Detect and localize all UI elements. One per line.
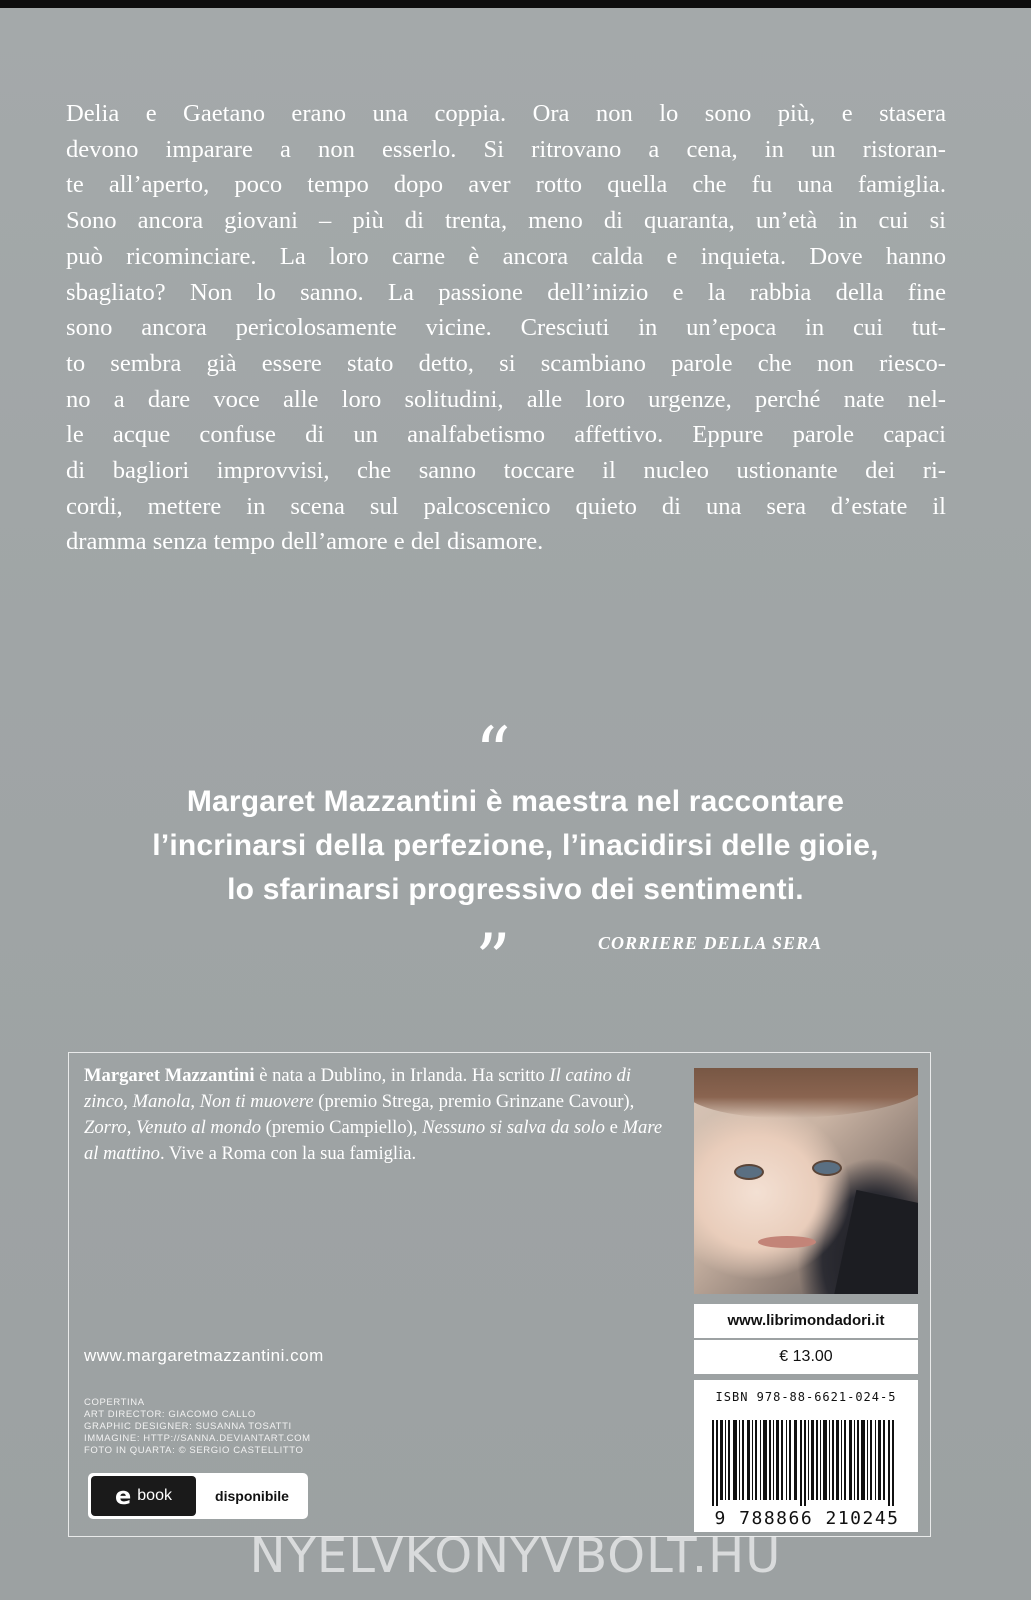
- bio-text: e: [604, 1117, 623, 1138]
- book-title: Venuto al mondo: [136, 1117, 261, 1138]
- bio-text: (premio Campiello),: [261, 1117, 423, 1138]
- photo-mouth: [758, 1236, 816, 1248]
- bio-text: ,: [190, 1091, 200, 1112]
- book-title: Zorro: [84, 1117, 127, 1138]
- quote-line: l’incrinarsi della perfezione, l’inacidirsi delle gioie,: [152, 829, 879, 862]
- book-title: Nessuno si salva da solo: [422, 1117, 605, 1138]
- ebook-available: disponibile: [215, 1488, 289, 1504]
- synopsis-line: to sembra già essere stato detto, si scambiano parole che non riesco-: [66, 349, 946, 377]
- photo-collar: [834, 1190, 918, 1294]
- author-name: Margaret Mazzantini: [84, 1065, 255, 1086]
- synopsis-line: Delia e Gaetano erano una coppia. Ora non lo sono più, e stasera: [66, 100, 946, 127]
- synopsis-line: dramma senza tempo dell’amore e del disamore.: [66, 528, 544, 556]
- book-title: Il catino di zinco: [84, 1065, 631, 1112]
- credit-line: ART DIRECTOR: GIACOMO CALLO: [84, 1409, 256, 1420]
- isbn-barcode-box: [694, 1380, 918, 1532]
- bio-text: (premio Strega, premio Grinzane Cavour),: [313, 1091, 635, 1112]
- ebook-badge[interactable]: [88, 1473, 308, 1519]
- synopsis-line: può ricominciare. La loro carne è ancora calda e inquieta. Dove hanno: [66, 242, 946, 270]
- synopsis: [66, 96, 946, 560]
- credit-line: IMMAGINE: HTTP://SANNA.DEVIANTART.COM: [84, 1433, 311, 1444]
- photo-eye: [734, 1164, 764, 1180]
- synopsis-line: te all’aperto, poco tempo dopo aver rotto quella che fu una famiglia.: [66, 171, 946, 199]
- synopsis-line: sbagliato? Non lo sanno. La passione dell’inizio e la rabbia della fine: [66, 278, 946, 306]
- synopsis-line: di bagliori improvvisi, che sanno toccare il nucleo ustionante dei ri-: [66, 457, 946, 485]
- quote-source: CORRIERE DELLA SERA: [598, 933, 823, 953]
- bio-text: è nata a Dublino, in Irlanda. Ha scritto: [254, 1065, 550, 1086]
- price: € 13.00: [694, 1340, 918, 1374]
- isbn: ISBN 978-88-6621-024-5: [715, 1390, 897, 1404]
- bio-text: . Vive a Roma con la sua famiglia.: [159, 1143, 417, 1164]
- bio-text: ,: [123, 1091, 133, 1112]
- book-title: Non ti muovere: [199, 1091, 314, 1112]
- photo-eye: [812, 1160, 842, 1176]
- quote-line: Margaret Mazzantini è maestra nel raccontare: [186, 785, 845, 818]
- ebook-label: book: [137, 1487, 172, 1504]
- synopsis-line: devono imparare a non esserlo. Si ritrovano a cena, in un ristoran-: [66, 135, 946, 163]
- author-site[interactable]: www.margaretmazzantini.com: [84, 1346, 324, 1365]
- synopsis-line: Sono ancora giovani – più di trenta, meno di quaranta, un’età in cui si: [66, 207, 946, 235]
- book-title: Mare al mattino: [84, 1117, 663, 1164]
- bio-text: ,: [126, 1117, 137, 1138]
- credits: [84, 1397, 311, 1457]
- open-quote-mark: “: [475, 712, 511, 794]
- synopsis-line: no a dare voce alle loro solitudini, alle loro urgenze, perché nate nel-: [66, 385, 946, 413]
- ebook-label-box: [91, 1476, 196, 1516]
- publisher-site[interactable]: www.librimondadori.it: [694, 1304, 918, 1338]
- synopsis-line: le acque confuse di un analfabetismo affettivo. Eppure parole capaci: [66, 421, 946, 449]
- author-bio: [84, 1063, 664, 1167]
- synopsis-line: cordi, mettere in scena sul palcoscenico quieto di una sera d’estate il: [66, 492, 946, 520]
- barcode-digits: 9 788866 210245: [714, 1508, 900, 1529]
- author-photo: [694, 1068, 918, 1294]
- synopsis-line: sono ancora pericolosamente vicine. Cresciuti in un’epoca in cui tut-: [66, 314, 946, 342]
- watermark: NYELVKONYVBOLT.HU: [249, 1528, 782, 1584]
- book-title: Manola: [132, 1091, 191, 1112]
- quote-line: lo sfarinarsi progressivo dei sentimenti.: [227, 873, 804, 906]
- barcode: [708, 1420, 904, 1506]
- credit-line: GRAPHIC DESIGNER: SUSANNA TOSATTI: [84, 1421, 292, 1432]
- credit-line: FOTO IN QUARTA: © SERGIO CASTELLITTO: [84, 1445, 304, 1456]
- photo-hair: [694, 1068, 918, 1118]
- press-quote: [0, 780, 1031, 912]
- ebook-icon: e: [115, 1482, 132, 1510]
- credit-line: COPERTINA: [84, 1397, 145, 1408]
- close-quote-mark: ”: [475, 919, 511, 1001]
